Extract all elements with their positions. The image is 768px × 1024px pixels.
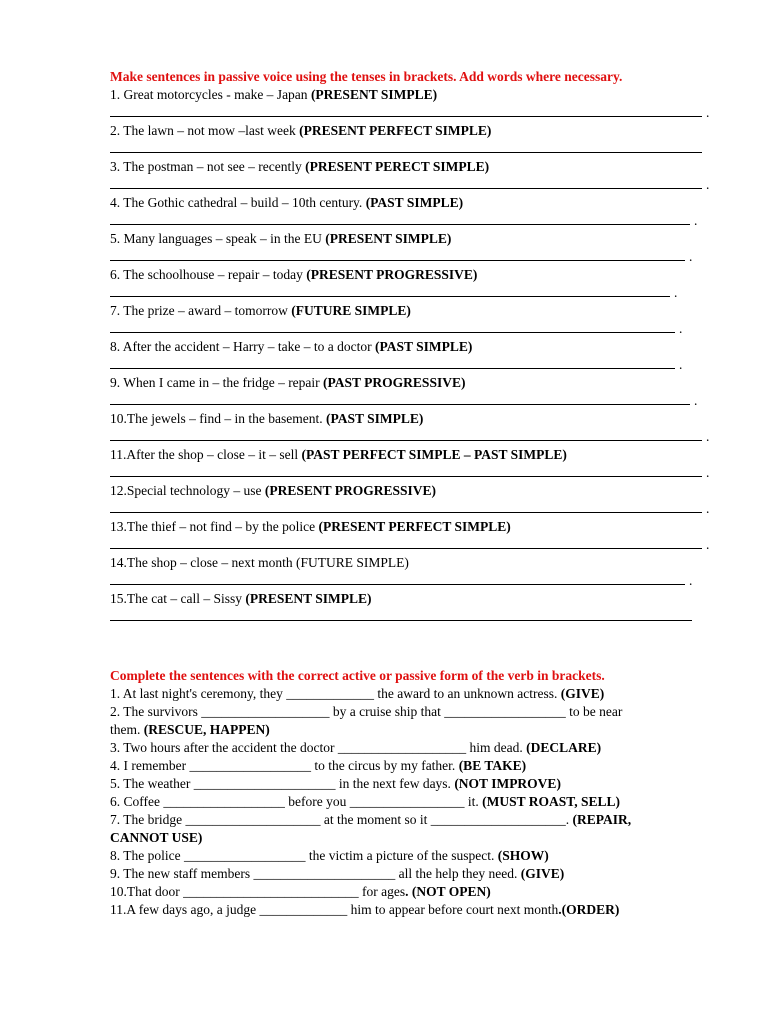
- question-item: [110, 302, 720, 320]
- tense-label: (PAST PROGRESSIVE): [323, 375, 466, 390]
- tense-label: (PRESENT SIMPLE): [325, 231, 452, 246]
- question-item: [110, 410, 720, 428]
- question-item: [110, 518, 720, 536]
- answer-line-period: .: [706, 537, 710, 552]
- gap-fill-line: [110, 793, 720, 811]
- verb-hint: .(ORDER): [558, 902, 620, 917]
- tense-label: (PRESENT PERFECT SIMPLE): [318, 519, 511, 534]
- verb-hint: (BE TAKE): [458, 758, 527, 773]
- gap-fill-line: [110, 721, 720, 739]
- question-text: 15.The cat – call – Sissy: [110, 591, 246, 606]
- verb-hint: (REPAIR,: [572, 812, 632, 827]
- exercise-2-lines: [110, 685, 720, 919]
- tense-label: (PRESENT PROGRESSIVE): [306, 267, 478, 282]
- sentence-text: 8. The police __________________ the victim a picture of the suspect.: [110, 848, 498, 863]
- question-text: 5. Many languages – speak – in the EU: [110, 231, 326, 246]
- tense-label: (FUTURE SIMPLE): [291, 303, 411, 318]
- sentence-text: 10.That door __________________________ for ages: [110, 884, 406, 899]
- answer-line[interactable]: [110, 140, 720, 158]
- question-item: [110, 158, 720, 176]
- gap-fill-line: [110, 829, 720, 847]
- answer-line-period: .: [689, 249, 693, 264]
- question-text: 3. The postman – not see – recently: [110, 159, 306, 174]
- answer-line[interactable]: [110, 104, 720, 122]
- tense-label: (PRESENT PERFECT SIMPLE): [299, 123, 492, 138]
- question-text: 9. When I came in – the fridge – repair: [110, 375, 324, 390]
- verb-hint: (DECLARE): [526, 740, 602, 755]
- answer-line[interactable]: [110, 176, 720, 194]
- answer-line[interactable]: [110, 500, 720, 518]
- sentence-text: 1. At last night's ceremony, they _____________ the award to an unknown actress.: [110, 686, 561, 701]
- question-text: 1. Great motorcycles - make – Japan: [110, 87, 311, 102]
- question-text: 13.The thief – not find – by the police: [110, 519, 319, 534]
- answer-line-period: .: [694, 393, 698, 408]
- answer-line-period: .: [706, 429, 710, 444]
- question-item: [110, 338, 720, 356]
- verb-hint: (GIVE): [520, 866, 565, 881]
- answer-line[interactable]: [110, 572, 720, 590]
- answer-line-period: .: [706, 501, 710, 516]
- question-text: 11.After the shop – close – it – sell: [110, 447, 302, 462]
- tense-label: (PAST SIMPLE): [325, 411, 424, 426]
- gap-fill-line: [110, 757, 720, 775]
- gap-fill-line: [110, 703, 720, 721]
- sentence-text: 6. Coffee __________________ before you _________________ it.: [110, 794, 483, 809]
- answer-line-period: .: [674, 285, 678, 300]
- answer-line[interactable]: [110, 536, 720, 554]
- exercise-1: [110, 68, 720, 626]
- gap-fill-line: [110, 901, 720, 919]
- verb-hint: (RESCUE, HAPPEN): [143, 722, 270, 737]
- answer-line-period: .: [694, 213, 698, 228]
- tense-label: (PRESENT SIMPLE): [310, 87, 438, 102]
- question-text: 6. The schoolhouse – repair – today: [110, 267, 307, 282]
- question-item: [110, 554, 720, 572]
- question-text: 10.The jewels – find – in the basement.: [110, 411, 326, 426]
- answer-line[interactable]: [110, 464, 720, 482]
- verb-hint: CANNOT USE): [110, 830, 203, 845]
- tense-label: (PAST SIMPLE): [365, 195, 464, 210]
- sentence-text: 9. The new staff members _____________________ all the help they need.: [110, 866, 521, 881]
- question-item: [110, 230, 720, 248]
- tense-label: (PRESENT SIMPLE): [245, 591, 372, 606]
- question-text: 14.The shop – close – next month: [110, 555, 296, 570]
- verb-hint: (SHOW): [497, 848, 549, 863]
- sentence-text: 3. Two hours after the accident the doctor ___________________ him dead.: [110, 740, 527, 755]
- question-item: [110, 590, 720, 608]
- answer-line[interactable]: [110, 248, 720, 266]
- sentence-text: 4. I remember __________________ to the circus by my father.: [110, 758, 459, 773]
- tense-label: (FUTURE SIMPLE): [295, 555, 409, 570]
- tense-label: (PRESENT PERECT SIMPLE): [305, 159, 490, 174]
- gap-fill-line: [110, 811, 720, 829]
- verb-hint: (MUST ROAST, SELL): [482, 794, 621, 809]
- tense-label: (PAST PERFECT SIMPLE – PAST SIMPLE): [301, 447, 567, 462]
- tense-label: (PAST SIMPLE): [375, 339, 473, 354]
- answer-line[interactable]: [110, 284, 720, 302]
- question-text: 12.Special technology – use: [110, 483, 265, 498]
- question-text: 4. The Gothic cathedral – build – 10th century.: [110, 195, 366, 210]
- verb-hint: . (NOT OPEN): [405, 884, 491, 899]
- answer-line[interactable]: [110, 212, 720, 230]
- answer-line-period: .: [706, 105, 710, 120]
- verb-hint: (GIVE): [560, 686, 605, 701]
- gap-fill-line: [110, 775, 720, 793]
- question-item: [110, 194, 720, 212]
- exercise-2-instruction: Complete the sentences with the correct active or passive form of the verb in brackets.: [110, 668, 605, 683]
- question-item: [110, 446, 720, 464]
- question-item: [110, 374, 720, 392]
- answer-line[interactable]: [110, 356, 720, 374]
- answer-line[interactable]: [110, 428, 720, 446]
- answer-line-period: .: [706, 465, 710, 480]
- question-item: [110, 266, 720, 284]
- gap-fill-line: [110, 865, 720, 883]
- question-text: 2. The lawn – not mow –last week: [110, 123, 300, 138]
- sentence-text: 11.A few days ago, a judge _____________ him to appear before court next month: [110, 902, 559, 917]
- answer-line-period: .: [689, 573, 693, 588]
- question-text: 7. The prize – award – tomorrow: [110, 303, 292, 318]
- answer-line-period: .: [706, 177, 710, 192]
- sentence-text: them.: [110, 722, 144, 737]
- gap-fill-line: [110, 739, 720, 757]
- exercise-2: [110, 667, 720, 919]
- sentence-text: 7. The bridge ____________________ at the moment so it ____________________.: [110, 812, 573, 827]
- answer-line[interactable]: [110, 320, 720, 338]
- question-item: [110, 86, 720, 104]
- verb-hint: (NOT IMPROVE): [454, 776, 561, 791]
- answer-line[interactable]: [110, 392, 720, 410]
- gap-fill-line: [110, 883, 720, 901]
- answer-line[interactable]: [110, 608, 720, 626]
- sentence-text: 5. The weather _____________________ in the next few days.: [110, 776, 455, 791]
- answer-line-period: .: [679, 357, 683, 372]
- question-item: [110, 122, 720, 140]
- gap-fill-line: [110, 685, 720, 703]
- exercise-1-instruction: Make sentences in passive voice using the tenses in brackets. Add words where necessary.: [110, 69, 623, 84]
- sentence-text: 2. The survivors ___________________ by a cruise ship that __________________ to be near: [110, 704, 623, 719]
- answer-line-period: .: [679, 321, 683, 336]
- gap-fill-line: [110, 847, 720, 865]
- exercise-1-items: [110, 86, 720, 626]
- question-item: [110, 482, 720, 500]
- question-text: 8. After the accident – Harry – take – to a doctor: [110, 339, 376, 354]
- tense-label: (PRESENT PROGRESSIVE): [264, 483, 437, 498]
